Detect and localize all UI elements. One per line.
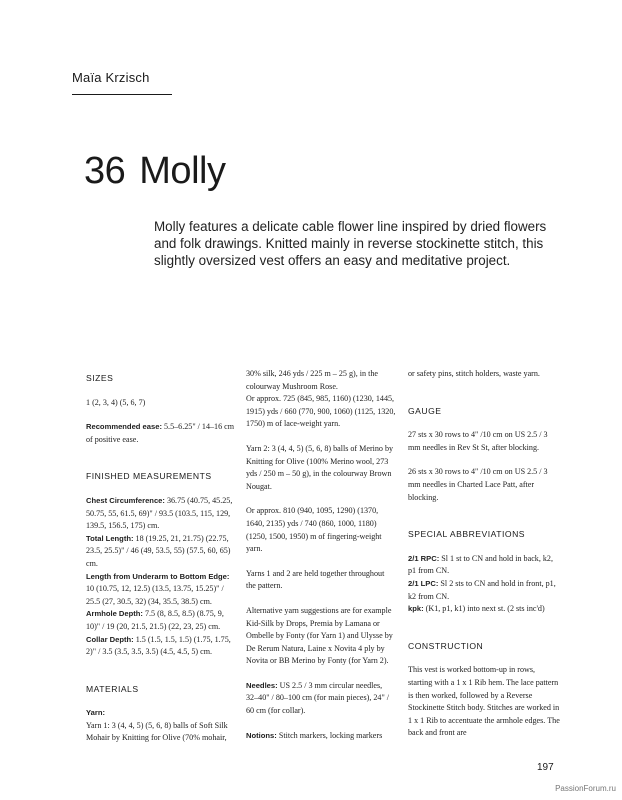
chest-text: [86, 495, 236, 533]
yarn2-alternative: Or approx. 810 (940, 1095, 1290) (1370, 1640, 2135) yds / 740 (860, 1000, 1180) (1250, 1500, 1950) m of fingering-weight yarn.: [246, 506, 382, 554]
chest-label: Chest Circumference:: [86, 495, 165, 505]
sizes-text: 1 (2, 3, 4) (5, 6, 7): [86, 397, 146, 407]
gauge-lace: 26 sts x 30 rows to 4" /10 cm on US 2.5 / 3 mm needles in Charted Lace Patt, after blocking.: [408, 467, 548, 502]
pattern-name: Molly: [139, 150, 226, 192]
collar-text: [86, 634, 236, 659]
needles-text: [246, 680, 396, 718]
yarn-label: Yarn:: [86, 708, 105, 718]
column-1: [86, 368, 236, 745]
armhole-label: Armhole Depth:: [86, 609, 143, 619]
notions-label: Notions:: [246, 730, 277, 740]
rpc-value: Sl 1 st to CN and hold in back, k2, p1 from CN.: [408, 553, 553, 576]
kpk-label: kpk:: [408, 604, 424, 614]
ease-value: 5.5–6.25" / 14–16 cm of positive ease.: [86, 422, 235, 444]
author-rule: [72, 94, 172, 95]
materials-heading: MATERIALS: [86, 683, 139, 694]
length-label: Total Length:: [86, 533, 134, 543]
length-text: [86, 533, 236, 571]
needles-label: Needles:: [246, 680, 278, 690]
abbreviations-heading: SPECIAL ABBREVIATIONS: [408, 529, 526, 540]
needles-value: US 2.5 / 3 mm circular needles, 32–40" / 80–100 cm (for main pieces), 24" / 60 cm (for collar).: [246, 680, 390, 716]
lpc-label: 2/1 LPC:: [408, 578, 439, 588]
column-2: [246, 368, 396, 754]
underarm-value: 10 (10.75, 12, 12.5) (13.5, 13.75, 15.25)" / 25.5 (27, 30.5, 32) (34, 35.5, 38.5) cm.: [86, 584, 224, 606]
rpc-label: 2/1 RPC:: [408, 553, 440, 563]
page-number: 197: [537, 762, 554, 773]
rpc-text: [408, 553, 560, 578]
collar-label: Collar Depth:: [86, 634, 134, 644]
yarn1-continued: 30% silk, 246 yds / 225 m – 25 g), in the colourway Mushroom Rose.: [246, 369, 378, 391]
intro-paragraph: Molly features a delicate cable flower line inspired by dried flowers and folk drawings. Knitted mainly in reverse stockinette stitch, this slightly oversized vest offers an easy and meditative project.: [154, 219, 547, 268]
armhole-value: 7.5 (8, 8.5, 8.5) (8.75, 9, 10)" / 19 (20, 21.5, 21.5) (22, 23, 25) cm.: [86, 609, 224, 631]
footer-watermark: PassionForum.ru: [555, 784, 616, 793]
sizes-heading: SIZES: [86, 373, 114, 383]
column-3: [408, 368, 560, 752]
length-value: 18 (19.25, 21, 21.75) (22.75, 23.5, 25.5)" / 46 (49, 53.5, 55) (57.5, 60, 65) cm.: [86, 533, 231, 568]
underarm-text: [86, 571, 236, 609]
chest-value: 36.75 (40.75, 45.25, 50.75, 55, 61.5, 69)" / 93.5 (103.5, 115, 129, 139.5, 156.5, 175) cm.: [86, 495, 233, 531]
pattern-number: 36: [84, 150, 126, 192]
yarn1-alternative: Or approx. 725 (845, 985, 1160) (1230, 1445, 1915) yds / 660 (770, 900, 1060) (1125, 1320, 1750) m of lace-weight yarn.: [246, 394, 396, 429]
ease-label: Recommended ease:: [86, 422, 162, 432]
finished-heading: FINISHED MEASUREMENTS: [86, 471, 212, 482]
ease-text: [86, 421, 236, 446]
notions-value: Stitch markers, locking markers: [276, 730, 383, 740]
kpk-text: [408, 603, 560, 616]
yarn1-text: Yarn 1: 3 (4, 4, 5) (5, 6, 8) balls of Soft Silk Mohair by Knitting for Olive (70% mohair,: [86, 720, 228, 743]
kpk-value: (K1, p1, k1) into next st. (2 sts inc'd): [423, 604, 545, 614]
yarn2-text: Yarn 2: 3 (4, 4, 5) (5, 6, 8) balls of Merino by Knitting for Olive (100% Merino wool, 273 yds / 250 m – 50 g), in the colourway Brown Nougat.: [246, 443, 394, 491]
notions-continued: or safety pins, stitch holders, waste yarn.: [408, 369, 540, 378]
alternative-yarns-text: Alternative yarn suggestions are for example Kid-Silk by Drops, Premia by Lamana or Ombelle by Fonty (for Yarn 1) and Ulysse by De Rerum Natura, Laine x Novita 4 ply by Novita or BB Merino by Fonty (for Yarn 2).: [246, 605, 393, 666]
author-name: Maïa Krzisch: [72, 70, 150, 85]
notions-text: [246, 730, 396, 743]
held-together-text: Yarns 1 and 2 are held together throughout the pattern.: [246, 568, 385, 591]
underarm-label: Length from Underarm to Bottom Edge:: [86, 571, 230, 581]
collar-value: 1.5 (1.5, 1.5, 1.5) (1.75, 1.75, 2)" / 3.5 (3.5, 3.5, 3.5) (4.5, 4.5, 5) cm.: [86, 634, 231, 657]
page-title: [84, 150, 225, 193]
gauge-heading: GAUGE: [408, 405, 442, 416]
armhole-text: [86, 608, 236, 633]
lpc-value: Sl 2 sts to CN and hold in front, p1, k2 from CN.: [408, 578, 556, 601]
lpc-text: [408, 578, 560, 603]
construction-text: This vest is worked bottom-up in rows, starting with a 1 x 1 Rib hem. The lace pattern is then worked, followed by a Reverse Stockinette Stitch body. Stitches are worked in 1 x 1 Rib to accentuate the armhole edges. The back and front are: [408, 665, 560, 738]
construction-heading: CONSTRUCTION: [408, 640, 484, 651]
gauge-rev-st-st: 27 sts x 30 rows to 4" /10 cm on US 2.5 / 3 mm needles in Rev St St, after blocking.: [408, 430, 548, 452]
